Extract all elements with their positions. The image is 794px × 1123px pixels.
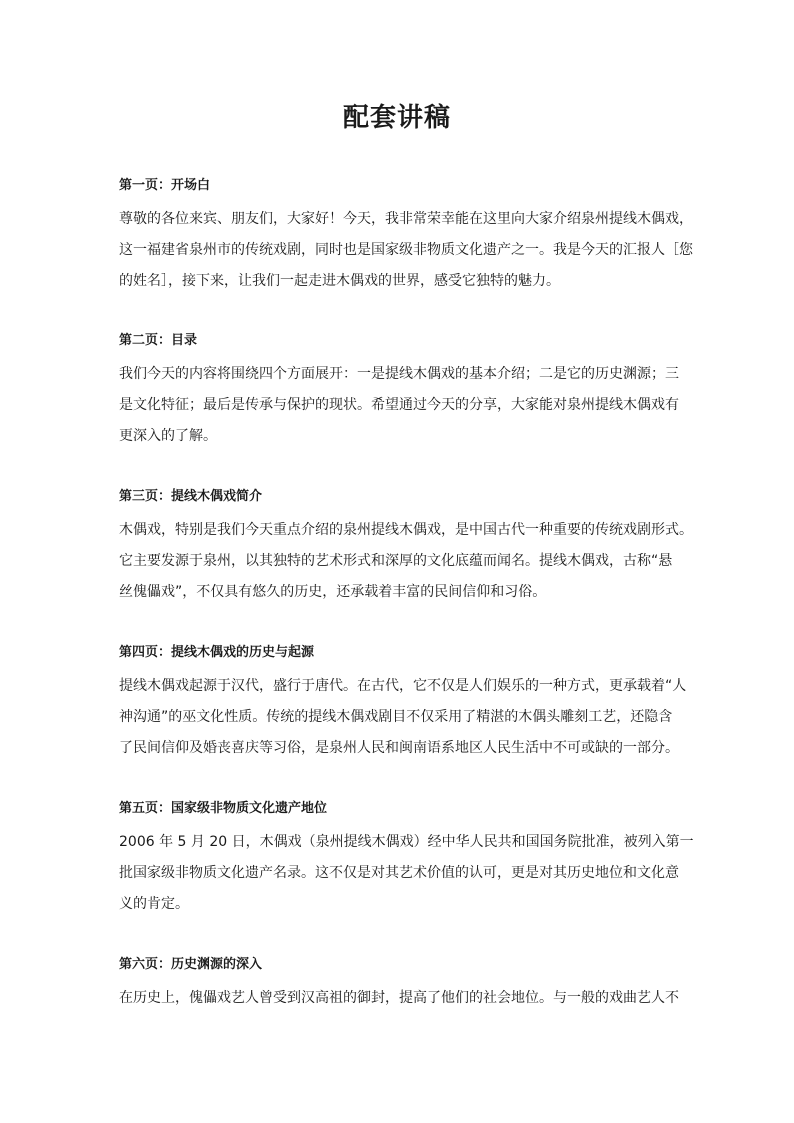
section-paragraph	[119, 515, 693, 608]
section-history-deeper	[119, 955, 689, 1014]
section-heritage-status	[119, 799, 694, 920]
section-paragraph	[119, 359, 689, 452]
paragraph-line: 在历史上，傀儡戏艺人曾受到汉高祖的御封，提高了他们的社会地位。与一般的戏曲艺人不	[119, 990, 679, 1006]
paragraph-line: 神沟通”的巫文化性质。传统的提线木偶戏剧目不仅采用了精湛的木偶头雕刻工艺，还隐含	[119, 709, 673, 725]
paragraph-line: 提线木偶戏起源于汉代，盛行于唐代。在古代，它不仅是人们娱乐的一种方式，更承载着“人	[119, 678, 687, 694]
section-paragraph	[119, 827, 694, 920]
paragraph-line: 木偶戏，特别是我们今天重点介绍的泉州提线木偶戏，是中国古代一种重要的传统戏剧形式。	[119, 522, 693, 538]
section-history-origin	[119, 643, 689, 764]
section-heading: 第一页：开场白	[119, 178, 211, 193]
section-paragraph	[119, 204, 693, 297]
paragraph-line: 是文化特征；最后是传承与保护的现状。希望通过今天的分享，大家能对泉州提线木偶戏有	[119, 397, 679, 413]
section-heading: 第五页：国家级非物质文化遗产地位	[119, 801, 328, 816]
section-introduction	[119, 487, 693, 608]
paragraph-line: 更深入的了解。	[119, 428, 217, 444]
section-paragraph	[119, 671, 689, 764]
section-heading: 第四页：提线木偶戏的历史与起源	[119, 645, 315, 660]
paragraph-line: 义的肯定。	[119, 896, 189, 912]
paragraph-line: 它主要发源于泉州，以其独特的艺术形式和深厚的文化底蕴而闻名。提线木偶戏，古称“悬	[119, 553, 673, 569]
section-heading: 第三页：提线木偶戏简介	[119, 489, 263, 504]
paragraph-line: 了民间信仰及婚丧喜庆等习俗，是泉州人民和闽南语系地区人民生活中不可或缺的一部分。	[119, 740, 679, 756]
section-paragraph	[119, 983, 689, 1014]
paragraph-line: 批国家级非物质文化遗产名录。这不仅是对其艺术价值的认可，更是对其历史地位和文化意	[119, 865, 679, 881]
paragraph-line: 这一福建省泉州市的传统戏剧，同时也是国家级非物质文化遗产之一。我是今天的汇报人［您	[119, 242, 693, 258]
paragraph-line: 2006 年 5 月 20 日，木偶戏（泉州提线木偶戏）经中华人民共和国国务院批准，被列入第一	[119, 834, 694, 850]
paragraph-line: 尊敬的各位来宾、朋友们，大家好！今天，我非常荣幸能在这里向大家介绍泉州提线木偶戏，	[119, 211, 693, 227]
paragraph-line: 的姓名］，接下来，让我们一起走进木偶戏的世界，感受它独特的魅力。	[119, 273, 560, 289]
section-heading: 第六页：历史渊源的深入	[119, 957, 263, 972]
page-title: 配套讲稿	[342, 103, 451, 133]
section-heading: 第二页：目录	[119, 333, 198, 348]
paragraph-line: 丝傀儡戏”，不仅具有悠久的历史，还承载着丰富的民间信仰和习俗。	[119, 584, 547, 600]
section-opening	[119, 176, 693, 297]
section-contents	[119, 331, 689, 452]
paragraph-line: 我们今天的内容将围绕四个方面展开：一是提线木偶戏的基本介绍；二是它的历史渊源；三	[119, 366, 679, 382]
